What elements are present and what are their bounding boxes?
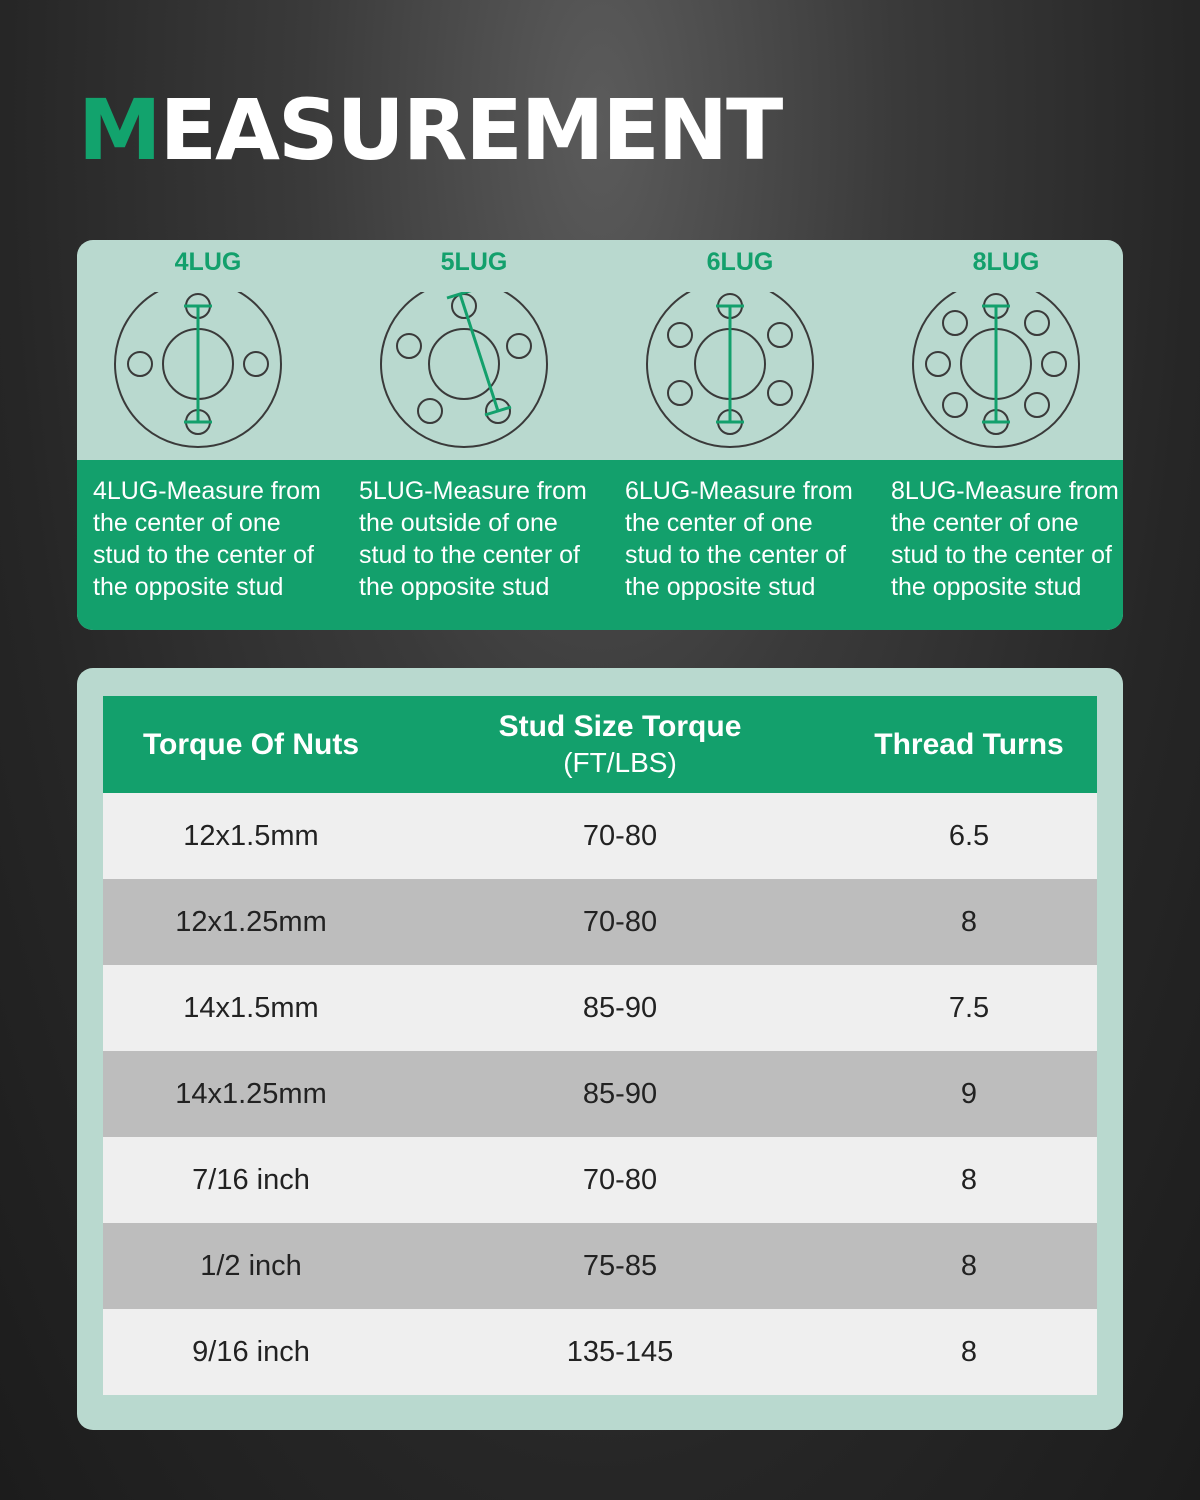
- header-thread-turns: Thread Turns: [841, 696, 1097, 793]
- table-cell-thread-turns: 8: [841, 879, 1097, 965]
- lug-column-4: [77, 240, 339, 630]
- table-cell-torque: 135-145: [399, 1309, 841, 1395]
- table-cell-nut-size: 14x1.5mm: [103, 965, 399, 1051]
- lug-description: 5LUG-Measure from the outside of one stud to the center of the opposite stud: [359, 477, 587, 601]
- table-cell-torque: 70-80: [399, 793, 841, 879]
- table-row: [103, 1051, 1097, 1137]
- table-row: [103, 793, 1097, 879]
- table-cell-nut-size: 14x1.25mm: [103, 1051, 399, 1137]
- lug-description: 8LUG-Measure from the center of one stud to the center of the opposite stud: [891, 477, 1119, 601]
- header-torque-of-nuts: Torque Of Nuts: [103, 696, 399, 793]
- lug-title: 6LUG: [706, 248, 774, 276]
- lug-description: 6LUG-Measure from the center of one stud to the center of the opposite stud: [625, 477, 853, 601]
- table-cell-nut-size: 12x1.25mm: [103, 879, 399, 965]
- table-cell-torque: 70-80: [399, 879, 841, 965]
- table-cell-nut-size: 12x1.5mm: [103, 793, 399, 879]
- lug-column-6: [609, 240, 871, 630]
- lug-column-5: [343, 240, 605, 630]
- table-row: [103, 965, 1097, 1051]
- table-header-row: [103, 696, 1097, 793]
- table-row: [103, 1137, 1097, 1223]
- lug-title: 4LUG: [174, 248, 242, 276]
- table-cell-thread-turns: 8: [841, 1223, 1097, 1309]
- header-stud-size-torque-unit: (FT/LBS): [563, 746, 677, 778]
- lug-title: 8LUG: [972, 248, 1040, 276]
- 8-lug-diagram-icon: [875, 292, 1117, 462]
- table-cell-thread-turns: 7.5: [841, 965, 1097, 1051]
- table-row: [103, 879, 1097, 965]
- header-stud-size-torque: [399, 696, 841, 793]
- header-stud-size-torque-title: Stud Size Torque: [498, 709, 742, 743]
- table-cell-torque: 75-85: [399, 1223, 841, 1309]
- table-cell-thread-turns: 8: [841, 1137, 1097, 1223]
- table-cell-thread-turns: 6.5: [841, 793, 1097, 879]
- table-cell-torque: 70-80: [399, 1137, 841, 1223]
- lug-description: 4LUG-Measure from the center of one stud to the center of the opposite stud: [93, 477, 321, 601]
- 5-lug-diagram-icon: [343, 292, 585, 462]
- table-row: [103, 1223, 1097, 1309]
- table-cell-thread-turns: 8: [841, 1309, 1097, 1395]
- table-row: [103, 1309, 1097, 1395]
- lug-column-8: [875, 240, 1123, 630]
- torque-table-card: [77, 668, 1123, 1430]
- lug-measurement-card: [77, 240, 1123, 630]
- table-cell-nut-size: 1/2 inch: [103, 1223, 399, 1309]
- page-title: [78, 81, 782, 179]
- title-first-letter: M: [78, 81, 160, 179]
- table-cell-torque: 85-90: [399, 965, 841, 1051]
- table-cell-nut-size: 9/16 inch: [103, 1309, 399, 1395]
- table-cell-nut-size: 7/16 inch: [103, 1137, 399, 1223]
- title-rest: EASUREMENT: [159, 81, 782, 179]
- table-cell-torque: 85-90: [399, 1051, 841, 1137]
- torque-table: [103, 696, 1097, 1395]
- 4-lug-diagram-icon: [77, 292, 319, 462]
- lug-title: 5LUG: [440, 248, 508, 276]
- 6-lug-diagram-icon: [609, 292, 851, 462]
- table-cell-thread-turns: 9: [841, 1051, 1097, 1137]
